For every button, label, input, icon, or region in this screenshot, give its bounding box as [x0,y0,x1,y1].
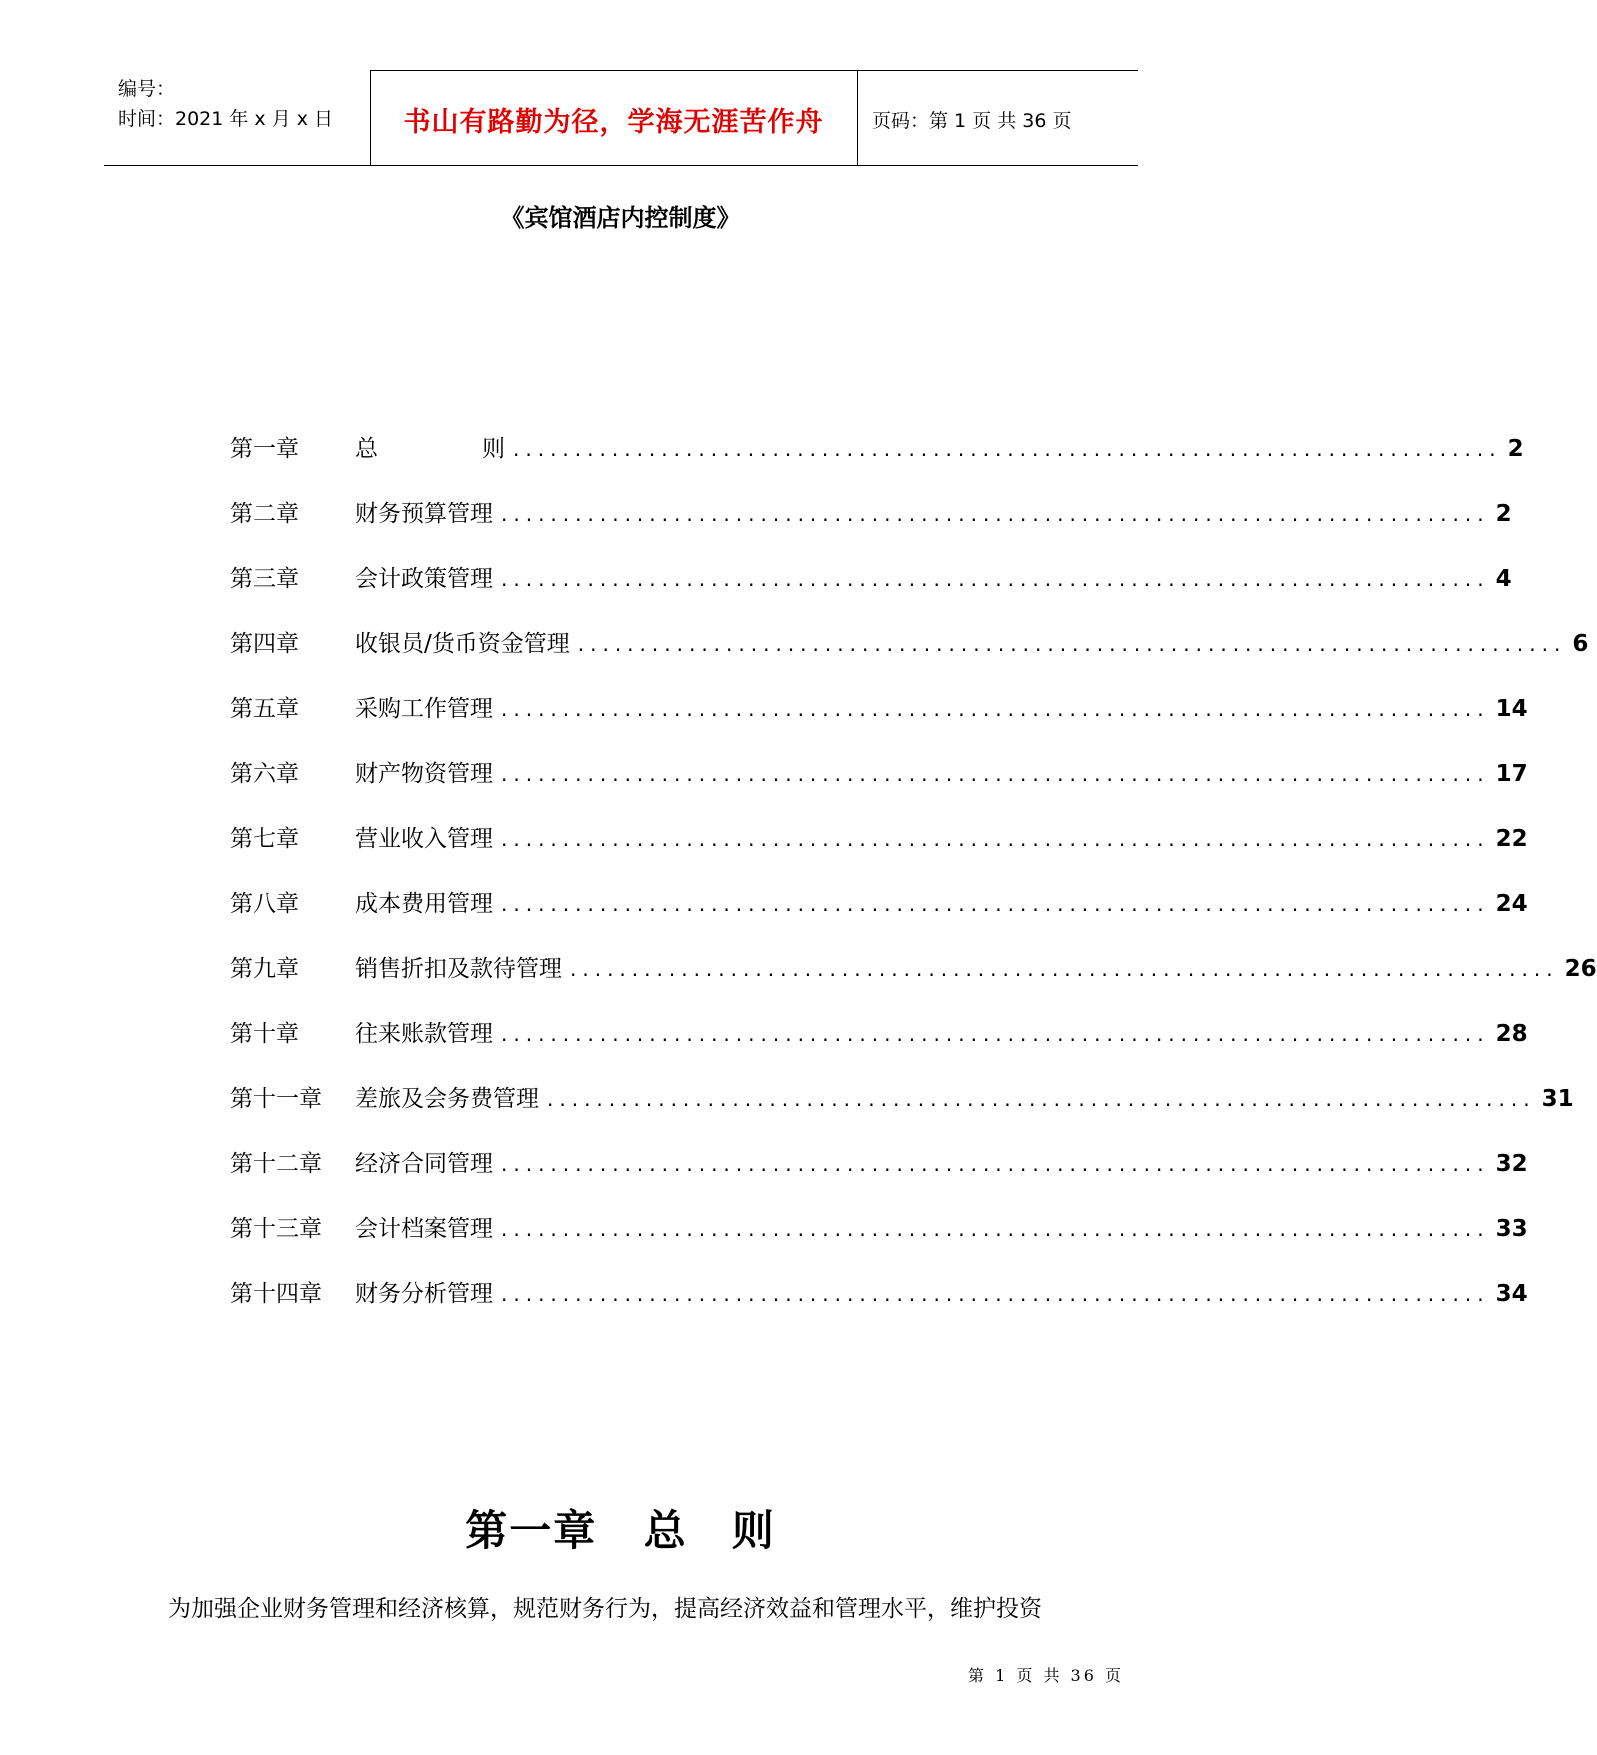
toc-chapter-number: 第九章 [230,956,299,982]
toc-chapter-title: 销售折扣及款待管理 [355,956,562,982]
toc-chapter-title: 会计档案管理 [355,1216,493,1242]
toc-chapter-title: 往来账款管理 [355,1021,493,1047]
table-of-contents [230,430,1597,1340]
toc-chapter-number: 第十四章 [230,1281,322,1307]
toc-chapter-title: 营业收入管理 [355,826,493,852]
document-title: 《宾馆酒店内控制度》 [500,204,741,232]
toc-leader-dots: ................................................................................ [570,957,1559,981]
toc-chapter-number: 第五章 [230,696,299,722]
toc-entry[interactable] [230,820,1528,885]
toc-chapter-number: 第二章 [230,501,299,527]
toc-leader-dots: ................................................................................ [501,1282,1490,1306]
toc-leader-dots: ................................................................................ [501,892,1490,916]
toc-title-part: 则 [482,436,505,462]
document-time: 时间：2021 年 x 月 x 日 [118,108,334,130]
toc-title-part: 总 [355,436,378,462]
toc-chapter-number: 第十章 [230,1021,299,1047]
toc-chapter-number: 第三章 [230,566,299,592]
toc-chapter-number: 第四章 [230,631,299,657]
toc-chapter-title: 采购工作管理 [355,696,493,722]
toc-entry[interactable] [230,950,1597,1015]
toc-leader-dots: ................................................................................ [501,567,1490,591]
toc-entry[interactable] [230,1015,1528,1080]
toc-leader-dots: ................................................................................ [501,1152,1490,1176]
toc-chapter-title: 财务预算管理 [355,501,493,527]
toc-entry[interactable] [230,885,1528,950]
toc-chapter-number: 第十三章 [230,1216,322,1242]
chapter-heading: 第一章 总 则 [465,1506,776,1555]
toc-entry[interactable] [230,1080,1574,1145]
toc-page-number: 33 [1495,1216,1528,1242]
toc-leader-dots: ................................................................................ [547,1087,1536,1111]
toc-page-number: 22 [1495,826,1528,852]
page-header [104,70,1138,166]
toc-entry[interactable] [230,495,1512,560]
toc-entry[interactable] [230,755,1528,820]
toc-page-number: 6 [1572,631,1589,657]
document-number-label: 编号： [118,78,176,100]
toc-chapter-number: 第十一章 [230,1086,322,1112]
toc-entry[interactable] [230,1210,1528,1275]
toc-leader-dots: ................................................................................ [501,762,1490,786]
toc-chapter-number: 第七章 [230,826,299,852]
toc-page-number: 26 [1564,956,1597,982]
toc-entry[interactable] [230,1145,1528,1210]
body-paragraph: 为加强企业财务管理和经济核算，规范财务行为，提高经济效益和管理水平，维护投资 [168,1596,1042,1622]
toc-leader-dots: ................................................................................ [501,827,1490,851]
toc-chapter-title: 收银员/货币资金管理 [355,631,570,657]
toc-chapter-title: 会计政策管理 [355,566,493,592]
toc-entry[interactable] [230,625,1589,690]
toc-leader-dots: ................................................................................ [501,697,1490,721]
header-meta [118,74,333,134]
toc-leader-dots: ................................................................................ [577,632,1567,656]
toc-page-number: 28 [1495,1021,1528,1047]
toc-chapter-title: 财务分析管理 [355,1281,493,1307]
toc-leader-dots: ................................................................................ [501,1217,1490,1241]
toc-chapter-number: 第八章 [230,891,299,917]
toc-leader-dots: ................................................................................ [501,1022,1490,1046]
toc-chapter-number: 第六章 [230,761,299,787]
toc-page-number: 24 [1495,891,1528,917]
toc-page-number: 32 [1495,1151,1528,1177]
header-top-rule [370,70,1138,71]
toc-leader-dots: ................................................................................ [513,437,1502,461]
toc-entry[interactable] [230,430,1524,495]
footer-page-info: 第 1 页 共 36 页 [968,1666,1124,1685]
toc-chapter-number: 第一章 [230,436,299,462]
toc-entry[interactable] [230,560,1512,625]
header-page-info: 页码：第 1 页 共 36 页 [872,110,1072,132]
header-motto: 书山有路勤为径，学海无涯苦作舟 [403,107,824,138]
toc-page-number: 31 [1541,1086,1574,1112]
toc-chapter-title: 财产物资管理 [355,761,493,787]
toc-entry[interactable] [230,690,1528,755]
toc-page-number: 34 [1495,1281,1528,1307]
toc-page-number: 2 [1495,501,1512,527]
toc-page-number: 2 [1507,436,1524,462]
toc-page-number: 4 [1495,566,1512,592]
toc-page-number: 14 [1495,696,1528,722]
toc-chapter-title: 差旅及会务费管理 [355,1086,539,1112]
toc-chapter-number: 第十二章 [230,1151,322,1177]
header-divider [857,70,858,165]
toc-entry[interactable] [230,1275,1528,1340]
toc-page-number: 17 [1495,761,1528,787]
toc-chapter-title: 经济合同管理 [355,1151,493,1177]
toc-leader-dots: ................................................................................ [501,502,1490,526]
toc-chapter-title [355,430,513,463]
toc-chapter-title: 成本费用管理 [355,891,493,917]
